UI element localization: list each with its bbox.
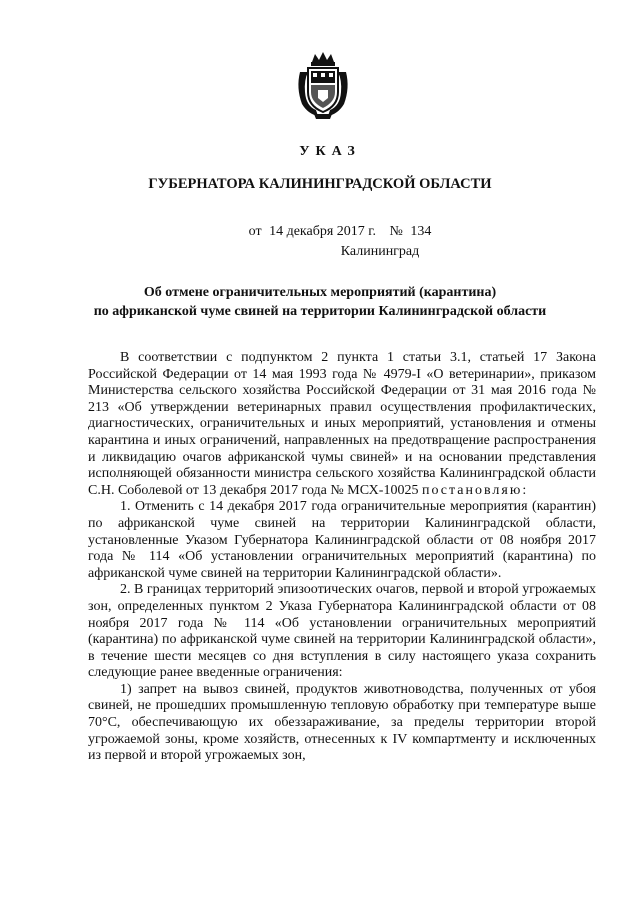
- date-prefix: от: [248, 224, 262, 239]
- subject-line-2: по африканской чуме свиней на территории Калининградской области: [93, 304, 547, 319]
- preamble-paragraph: [88, 350, 596, 499]
- document-date: 14 декабря 2017 г.: [269, 224, 376, 239]
- document-body: [88, 350, 596, 765]
- preamble-text: В соответствии с подпунктом 2 пункта 1 статьи 3.1, статьей 17 Закона Российской Федерации от 14 мая 1993 года № 4979-I «О ветеринарии», приказом Министерства сельского хозяйства Российской Федерации от 31 мая 2016 года № 213 «Об утверждении ветеринарных правил осуществления профилактических, диагностических, ограничительных и иных мероприятий, установления и отмены карантина и иных ограничений, направленных на предотвращение распространения и ликвидацию очагов африканской чумы свиней» и на основании представления исполняющей обязанности министра сельского хозяйства Калининградской области С.Н. Соболевой от 13 декабря 2017 года № МСХ-10025: [88, 350, 596, 498]
- item-2-paragraph: 2. В границах территорий эпизоотических очагов, первой и второй угрожаемых зон, определенных пунктом 2 Указа Губернатора Калининградской области от 08 ноября 2017 года № 114 «Об установлении ограничительных мероприятий (карантина) по африканской чуме свиней на территории Калининградской области», в течение шести месяцев со дня вступления в силу настоящего указа сохранить следующие ранее введенные ограничения:: [88, 582, 596, 681]
- document-number: 134: [410, 224, 432, 239]
- document-subject: [0, 283, 640, 321]
- item-2-1-paragraph: 1) запрет на вывоз свиней, продуктов животноводства, полученных от убоя свиней, не прошедших промышленную тепловую обработку при температуре выше 70°С, обеспечивающую их обеззараживание, за пределы территории второй угрожаемой зоны, кроме хозяйств, отнесенных к IV компартменту и исключенных из первой и второй угрожаемых зон,: [88, 681, 596, 764]
- number-sign: №: [389, 224, 403, 239]
- document-title: УКАЗ: [299, 144, 361, 159]
- subject-line-1: Об отмене ограничительных мероприятий (карантина): [143, 285, 497, 300]
- coat-of-arms-icon: [294, 52, 352, 120]
- decree-word: постановляю:: [421, 482, 529, 498]
- document-date-line: [0, 224, 640, 240]
- document-city: Калининград: [340, 244, 420, 259]
- item-1-paragraph: 1. Отменить с 14 декабря 2017 года ограничительные мероприятия (карантин) по африканской чуме свиней на территории Калининградской области, установленные Указом Губернатора Калининградской области от 08 ноября 2017 года № 114 «Об установлении ограничительных мероприятий (карантина) по африканской чуме свиней на территории Калининградской области».: [88, 499, 596, 581]
- document-issuer: ГУБЕРНАТОРА КАЛИНИНГРАДСКОЙ ОБЛАСТИ: [148, 176, 492, 192]
